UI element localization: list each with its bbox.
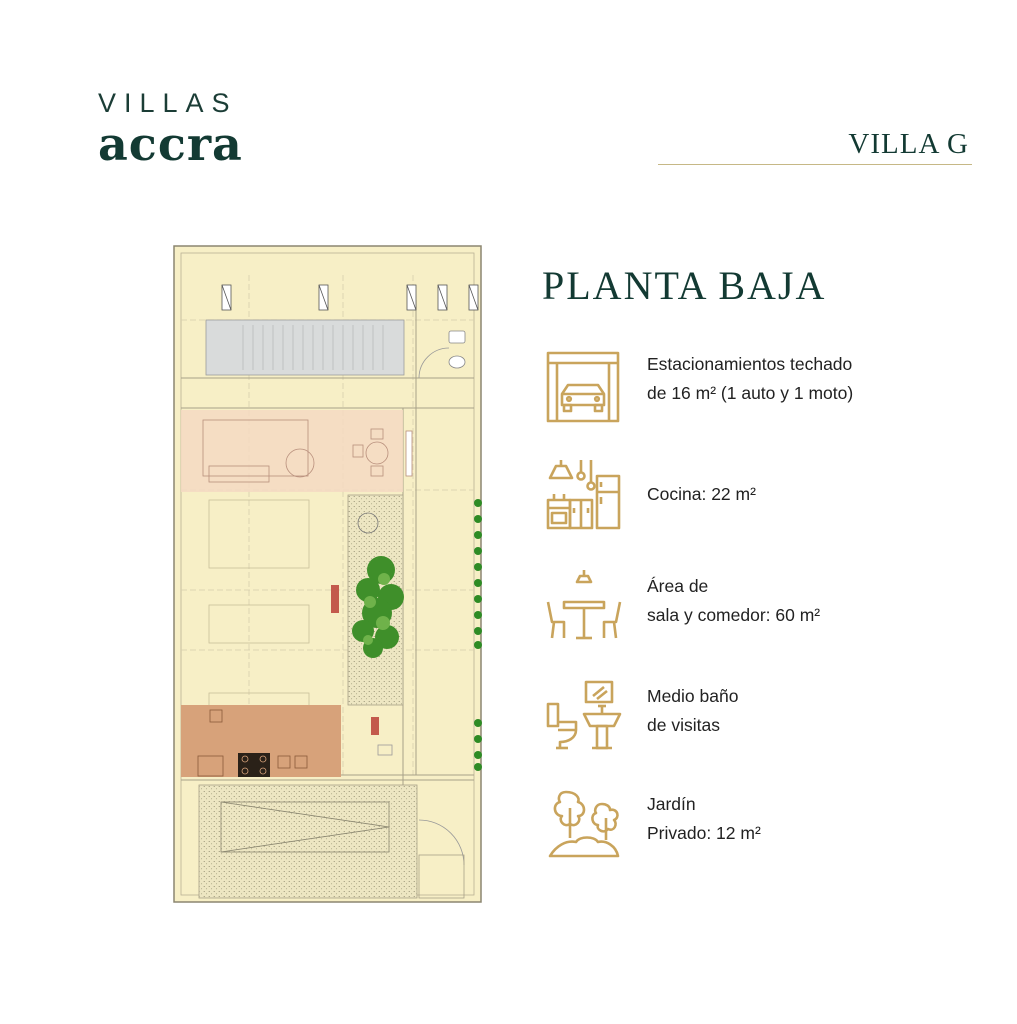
- feature-line: Privado: 12 m²: [647, 823, 761, 843]
- feature-private-garden: [546, 788, 986, 866]
- floor-plan: [173, 245, 483, 905]
- section-title: PLANTA BAJA: [542, 263, 827, 308]
- kitchen-area: [181, 705, 341, 777]
- villa-title: VILLA G: [848, 128, 969, 160]
- feature-line: Cocina: 22 m²: [647, 484, 756, 504]
- feature-line: de 16 m² (1 auto y 1 moto): [647, 383, 854, 403]
- bathroom-icon: [546, 680, 622, 756]
- feature-line: Jardín: [647, 794, 696, 814]
- dining-table-icon: [546, 570, 622, 646]
- garage-car-icon: [546, 348, 622, 424]
- logo-villas: VILLAS: [98, 88, 238, 118]
- logo: [98, 88, 298, 171]
- feature-text: [647, 572, 820, 630]
- title-divider: [658, 164, 972, 165]
- feature-line: Estacionamientos techado: [647, 354, 853, 374]
- feature-kitchen: [546, 456, 986, 534]
- carport-area: [206, 320, 404, 375]
- feature-line: Medio baño: [647, 686, 739, 706]
- trees-icon: [546, 788, 622, 864]
- feature-text: [647, 480, 756, 509]
- feature-line: Área de: [647, 576, 709, 596]
- feature-text: [647, 790, 761, 848]
- feature-parking: [546, 348, 986, 426]
- feature-line: sala y comedor: 60 m²: [647, 605, 821, 625]
- living-area: [181, 410, 412, 492]
- feature-text: [647, 682, 738, 740]
- logo-accra: accra: [98, 117, 243, 171]
- feature-line: de visitas: [647, 715, 720, 735]
- feature-guest-bathroom: [546, 680, 986, 758]
- kitchen-icon: [546, 456, 622, 532]
- feature-text: [647, 350, 853, 408]
- feature-living-dining: [546, 570, 986, 648]
